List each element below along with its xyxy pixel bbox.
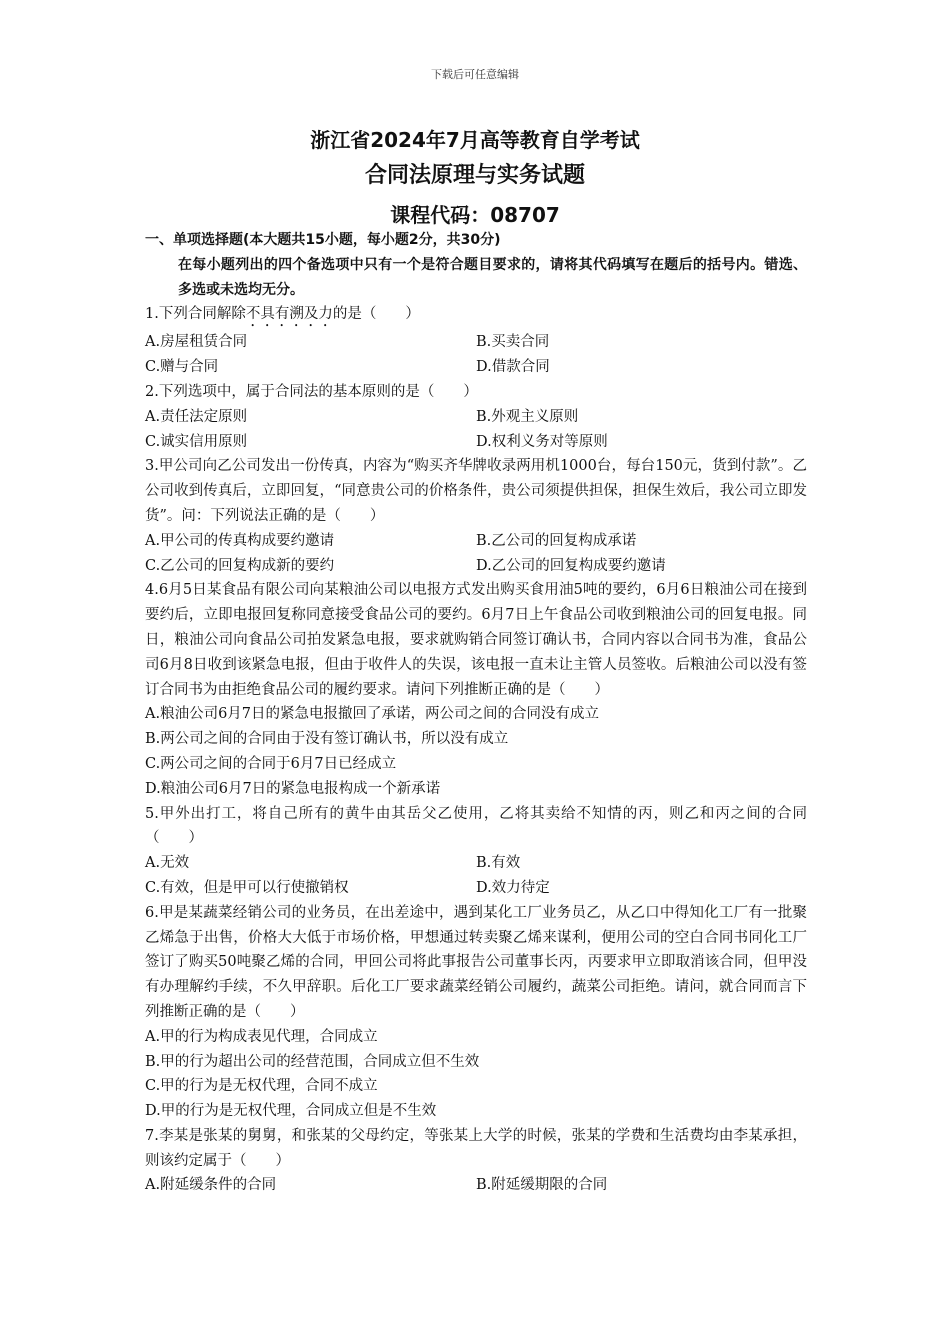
question-stem: 7.李某是张某的舅舅，和张某的父母约定，等张某上大学的时候，张某的学费和生活费均由李某承担，则该约定属于（ ） — [145, 1127, 807, 1169]
question-stem: 2.下列选项中，属于合同法的基本原则的是（ ） — [145, 383, 478, 400]
section-instructions: 在每小题列出的四个备选项中只有一个是符合题目要求的，请将其代码填写在题后的括号内。错选、多选或未选均无分。 — [178, 256, 807, 298]
question-stem: 6.甲是某蔬菜经销公司的业务员，在出差途中，遇到某化工厂业务员乙，从乙口中得知化工厂有一批聚乙烯急于出售，价格大大低于市场价格，甲想通过转卖聚乙烯来谋利，便用公司的空白合同书同化工厂签订了购买50吨聚乙烯的合同，甲回公司将此事报告公司董事长丙，丙要求甲立即取消该合同，但甲没有办理解约手续，不久甲辞职。后化工厂要求蔬菜经销公司履约，蔬菜公司拒绝。请问，就合同而言下列推断正确的是（ ） — [145, 904, 807, 1020]
option: D.乙公司的回复构成要约邀请 — [476, 557, 666, 574]
option: C.甲的行为是无权代理，合同不成立 — [145, 1078, 378, 1095]
option-row — [145, 876, 807, 901]
option: C.诚实信用原则 — [145, 433, 248, 450]
option: A.甲的行为构成表见代理，合同成立 — [145, 1028, 378, 1045]
option: A.甲公司的传真构成要约邀请 — [145, 532, 335, 549]
option-row — [145, 851, 807, 876]
option: D.效力待定 — [476, 879, 550, 896]
exam-title: 浙江省2024年7月高等教育自学考试 — [310, 128, 640, 152]
question-stem — [145, 302, 807, 330]
exam-content — [145, 228, 807, 1198]
question-stem-text: 的是（ ） — [332, 306, 420, 323]
course-code: 课程代码：08707 — [390, 203, 560, 227]
option-row — [145, 405, 807, 430]
option: A.责任法定原则 — [145, 408, 248, 425]
option-row — [145, 1173, 807, 1198]
option-row — [145, 430, 807, 455]
option: C.有效，但是甲可以行使撤销权 — [145, 879, 349, 896]
header-note: 下载后可任意编辑 — [431, 68, 519, 81]
option: B.乙公司的回复构成承诺 — [476, 532, 637, 549]
option: D.借款合同 — [476, 359, 550, 376]
option: B.两公司之间的合同由于没有签订确认书，所以没有成立 — [145, 731, 509, 748]
section-heading: 一、单项选择题(本大题共15小题，每小题2分，共30分) — [145, 232, 501, 248]
question-stem-text: 1.下列合同解除 — [145, 306, 246, 323]
option: B.甲的行为超出公司的经营范围，合同成立但不生效 — [145, 1053, 480, 1070]
option: A.无效 — [145, 855, 190, 872]
option: B.买卖合同 — [476, 334, 550, 351]
question-stem: 5.甲外出打工，将自己所有的黄牛由其岳父乙使用，乙将其卖给不知情的丙，则乙和丙之间的合同（ ） — [145, 805, 807, 847]
option: A.附延缓条件的合同 — [145, 1177, 277, 1194]
option: D.权利义务对等原则 — [476, 433, 608, 450]
question-stem: 3.甲公司向乙公司发出一份传真，内容为“购买齐华牌收录两用机1000台，每台150元，货到付款”。乙公司收到传真后，立即回复，“同意贵公司的价格条件，贵公司须提供担保，担保生效后，我公司立即发货”。问：下列说法正确的是（ ） — [145, 458, 807, 524]
option-row — [145, 355, 807, 380]
option-row — [145, 554, 807, 579]
option: C.两公司之间的合同于6月7日已经成立 — [145, 755, 397, 772]
option: D.甲的行为是无权代理，合同成立但是不生效 — [145, 1103, 437, 1120]
option: B.附延缓期限的合同 — [476, 1177, 608, 1194]
option: C.赠与合同 — [145, 359, 219, 376]
option-row — [145, 330, 807, 355]
option: A.粮油公司6月7日的紧急电报撤回了承诺，两公司之间的合同没有成立 — [145, 706, 600, 723]
option: B.外观主义原则 — [476, 408, 579, 425]
option: D.粮油公司6月7日的紧急电报构成一个新承诺 — [145, 780, 441, 797]
subject-title: 合同法原理与实务试题 — [364, 163, 585, 188]
question-stem: 4.6月5日某食品有限公司向某粮油公司以电报方式发出购买食用油5吨的要约，6月6日粮油公司在接到要约后，立即电报回复称同意接受食品公司的要约。6月7日上午食品公司收到粮油公司的回复电报。同日，粮油公司向食品公司拍发紧急电报，要求就购销合同签订确认书，合同内容以合同书为准，食品公司6月8日收到该紧急电报，但由于收件人的失误，该电报一直未让主管人员签收。后粮油公司以没有签订合同书为由拒绝食品公司的履约要求。请问下列推断正确的是（ ） — [145, 582, 807, 698]
emphasized-text: 不具有溯及力 — [245, 306, 333, 323]
option: C.乙公司的回复构成新的要约 — [145, 557, 335, 574]
option-row — [145, 529, 807, 554]
option: B.有效 — [476, 855, 521, 872]
option: A.房屋租赁合同 — [145, 334, 248, 351]
